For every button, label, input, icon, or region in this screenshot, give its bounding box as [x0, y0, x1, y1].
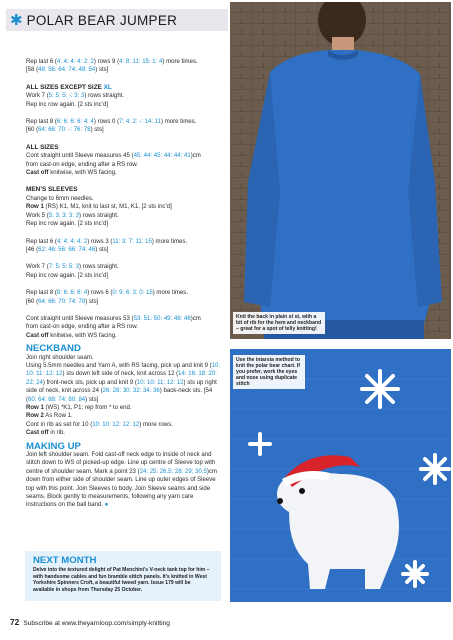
next-month-title: NEXT MONTH: [33, 555, 97, 566]
page-title: POLAR BEAR JUMPER: [26, 12, 178, 28]
paragraph: Rep inc row again. [2 sts inc’d]: [26, 272, 109, 279]
paragraph: from cast-on edge, ending after a RS row.: [26, 324, 138, 331]
end-mark-icon: ●: [104, 502, 109, 509]
sweater-back-illustration: [230, 2, 451, 339]
paragraph: Cast off knitwise, with WS facing.: [26, 332, 117, 339]
next-month-panel: [25, 551, 221, 601]
paragraph: Rep last 8 (6: 6: 6: 6: 4: 4) rows 0 (7: 4: 2: -: 14: 11) more times.: [26, 119, 197, 126]
paragraph: Work 5 (5: 3: 3: 3: 3) rows straight.: [26, 212, 119, 219]
subscribe-link[interactable]: Subscribe at www.theyarnloop.com/simply-knitting: [23, 620, 170, 627]
paragraph: Join right shoulder seam.: [26, 354, 94, 361]
paragraph: Cont straight until Sleeve measures 53 (53: 51: 50: 49: 48: 46)cm: [26, 315, 201, 322]
subheading: ALL SIZES EXCEPT SIZE XL: [26, 83, 112, 91]
page-number: 72: [10, 617, 20, 627]
paragraph: Row 1 (RS) K1, M1, knit to last st, M1, K1. [2 sts inc’d]: [26, 204, 172, 211]
section-header: [6, 9, 228, 31]
section-heading: MAKING UP: [26, 440, 81, 452]
paragraph: Change to 6mm needles.: [26, 195, 94, 202]
paragraph: Work 7 (5: 5: 5: -: 3: 3) rows straight.: [26, 93, 125, 100]
paragraph: [58 (48: 56: 64: 74: 48: 54) sts]: [26, 67, 109, 74]
pattern-text-column: [26, 58, 222, 510]
paragraph: from cast-on edge, ending after a RS row.: [26, 161, 138, 168]
paragraph: Cast off knitwise, with WS facing.: [26, 170, 117, 177]
photo-caption: Knit the back in plain st st, with a bit of rib for the hem and neckband – great for a spot of telly knitting!: [233, 312, 325, 334]
paragraph: [60 (64: 66: 70: 74: 78) sts]: [26, 298, 99, 305]
paragraph: [60 (64: 66: 70: -: 76: 78) sts]: [26, 127, 104, 134]
paragraph: Rep inc row again. [2 sts inc’d]: [26, 221, 109, 228]
paragraph: Cast off in rib.: [26, 430, 65, 437]
photo-caption: Use the intarsia method to knit the polar bear chart. If you prefer, work the eyes and nose using duplicate stitch: [233, 355, 305, 389]
subheading: MEN’S SLEEVES: [26, 186, 78, 194]
snowflake-icon: ✱: [10, 12, 23, 29]
paragraph: Work 7 (7: 5: 5: 5: 3) rows straight.: [26, 264, 119, 271]
paragraph: Rep last 6 (4: 4: 4: 4: 2: 2) rows 9 (4: 8: 11: 15: 1: 4) more times.: [26, 59, 198, 65]
paragraph: Row 2 As Row 1.: [26, 413, 73, 420]
paragraph: Rep inc row again. [2 sts inc’d]: [26, 101, 109, 108]
paragraph: [46 (62: 46: 56: 66: 74: 46) sts]: [26, 246, 109, 253]
sweater-back-photo: [230, 2, 451, 339]
paragraph: Rep last 6 (4: 4: 4: 4: 2) rows 3 (11: 3: 7: 11: 15) more times.: [26, 238, 188, 245]
section-heading: NECKBAND: [26, 343, 81, 355]
page-footer: [10, 617, 170, 627]
next-month-body: Delve into the textured delight of Pat Menchini’s V-neck tank top for him – with handsome cables and fun bramble stitch panels. It’s knitted in West Yorkshire Spinners Croft, a beautiful tweed yarn. Issue 179 will be available in shops from Thursday 25 October.: [33, 567, 210, 593]
paragraph: Cont in rib as set for 10 (10: 10: 12: 12: 12) more rows.: [26, 421, 173, 428]
paragraph: Row 1 (WS) *K1, P1; rep from * to end.: [26, 405, 132, 411]
paragraph: Cont straight until Sleeve measures 45 (45: 44: 45: 44: 44: 41)cm: [26, 153, 201, 160]
paragraph: Join left shoulder seam. Fold cast-off neck edge to inside of neck and stitch down to WS of picked-up edge. Line up centre of Sleeve top with centre of shoulder seam. Mark a point 23 (24: 25: 26.5: 28: 29: 30.5)cm down from either side of shoulder seam. Line up outer edges of Sleeve top with this point. Join Sleeves to body. Join Sleeve seams and side seams. Block gently to measurements, following any yarn care instructions on the ball band. ●: [26, 452, 217, 509]
paragraph: Using 5.5mm needles and Yarn A, with RS facing, pick up and knit 9 (10: 10: 11: 12: 12) sts down left side of neck, knit across 12 (14: 16: 18: 20: 22: 24) front-neck sts, pick up and knit 9 (10: 10: 11: 12: 12) sts up right side of neck, knit across 24 (26: 28: 30: 32: 34: 36) back-neck sts. [54 (60: 64: 68: 74: 80: 84) sts]: [26, 362, 221, 403]
paragraph: Rep last 8 (8: 6: 6: 6: 4) rows 6 (0: 9: 6: 3: 0: 15) more times.: [26, 290, 189, 297]
subheading: ALL SIZES: [26, 143, 59, 151]
